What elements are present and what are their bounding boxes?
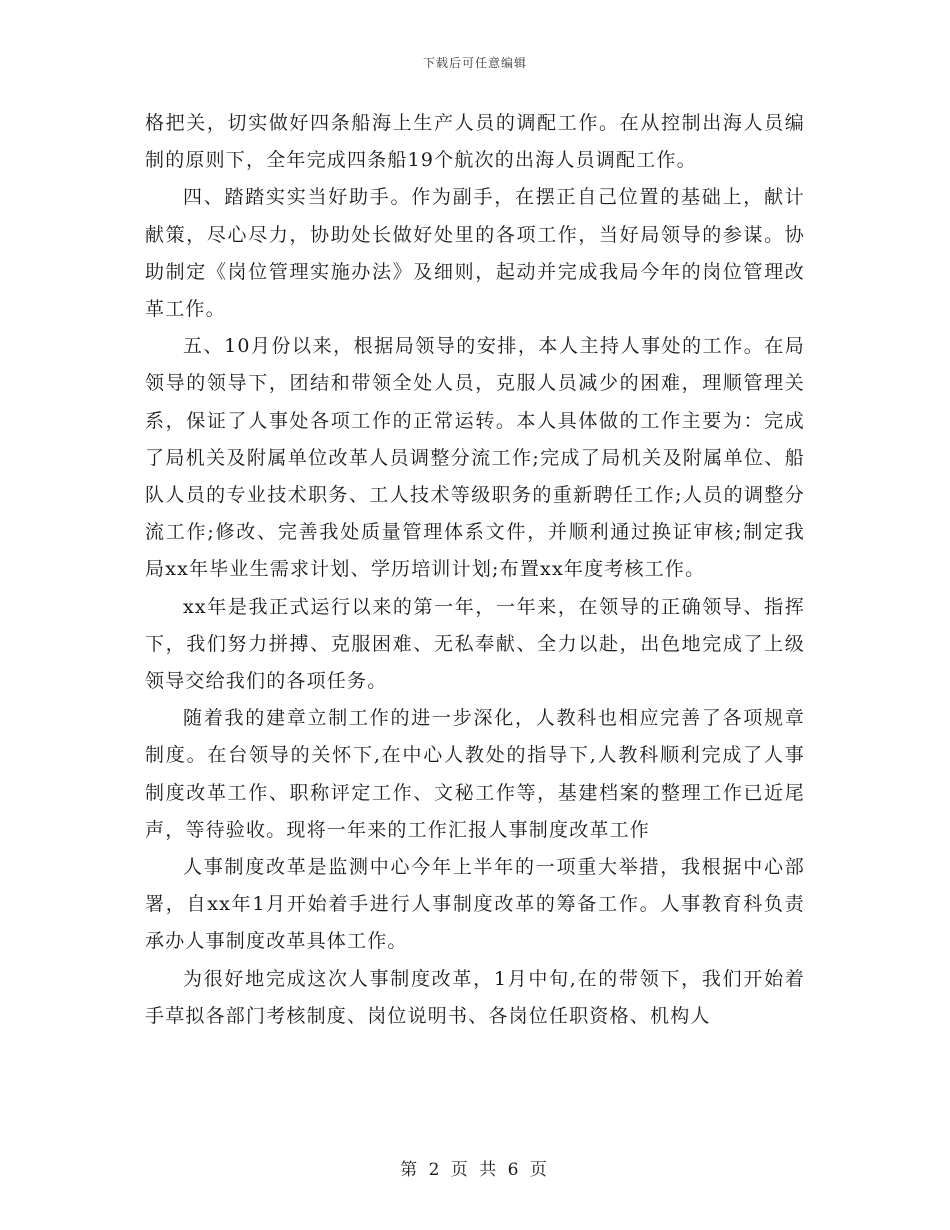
page-header-note: 下载后可任意编辑 [422,56,527,70]
paragraph: 随着我的建章立制工作的进一步深化，人教科也相应完善了各项规章制度。在台领导的关怀下,在中心人教处的指导下,人教科顺利完成了人事制度改革工作、职称评定工作、文秘工作等，基建档案的整理工作已近尾声，等待验收。现将一年来的工作汇报人事制度改革工作 [145,707,805,841]
paragraph: 四、踏踏实实当好助手。作为副手，在摆正自己位置的基础上，献计献策，尽心尽力，协助处长做好处里的各项工作，当好局领导的参谋。协助制定《岗位管理实施办法》及细则，起动并完成我局今年的岗位管理改革工作。 [145,186,805,321]
paragraph: 五、10月份以来，根据局领导的安排，本人主持人事处的工作。在局领导的领导下，团结和带领全处人员，克服人员减少的困难，理顺管理关系，保证了人事处各项工作的正常运转。本人具体做的工作主要为：完成了局机关及附属单位改革人员调整分流工作;完成了局机关及附属单位、船队人员的专业技术职务、工人技术等级职务的重新聘任工作;人员的调整分流工作;修改、完善我处质量管理体系文件，并顺利通过换证审核;制定我局xx年毕业生需求计划、学历培训计划;布置xx年度考核工作。 [145,335,805,581]
paragraph: 格把关，切实做好四条船海上生产人员的调配工作。在从控制出海人员编制的原则下，全年完成四条船19个航次的出海人员调配工作。 [145,112,805,172]
page-number-footer: 第 2 页 共 6 页 [400,1160,550,1180]
paragraph: 人事制度改革是监测中心今年上半年的一项重大举措，我根据中心部署，自xx年1月开始着手进行人事制度改革的筹备工作。人事教育科负责承办人事制度改革具体工作。 [145,856,805,953]
document-body [145,105,805,1035]
paragraph: xx年是我正式运行以来的第一年，一年来，在领导的正确领导、指挥下，我们努力拼搏、克服困难、无私奉献、全力以赴，出色地完成了上级领导交给我们的各项任务。 [145,595,805,693]
paragraph: 为很好地完成这次人事制度改革，1月中旬,在的带领下，我们开始着手草拟各部门考核制度、岗位说明书、各岗位任职资格、机构人 [145,967,805,1027]
